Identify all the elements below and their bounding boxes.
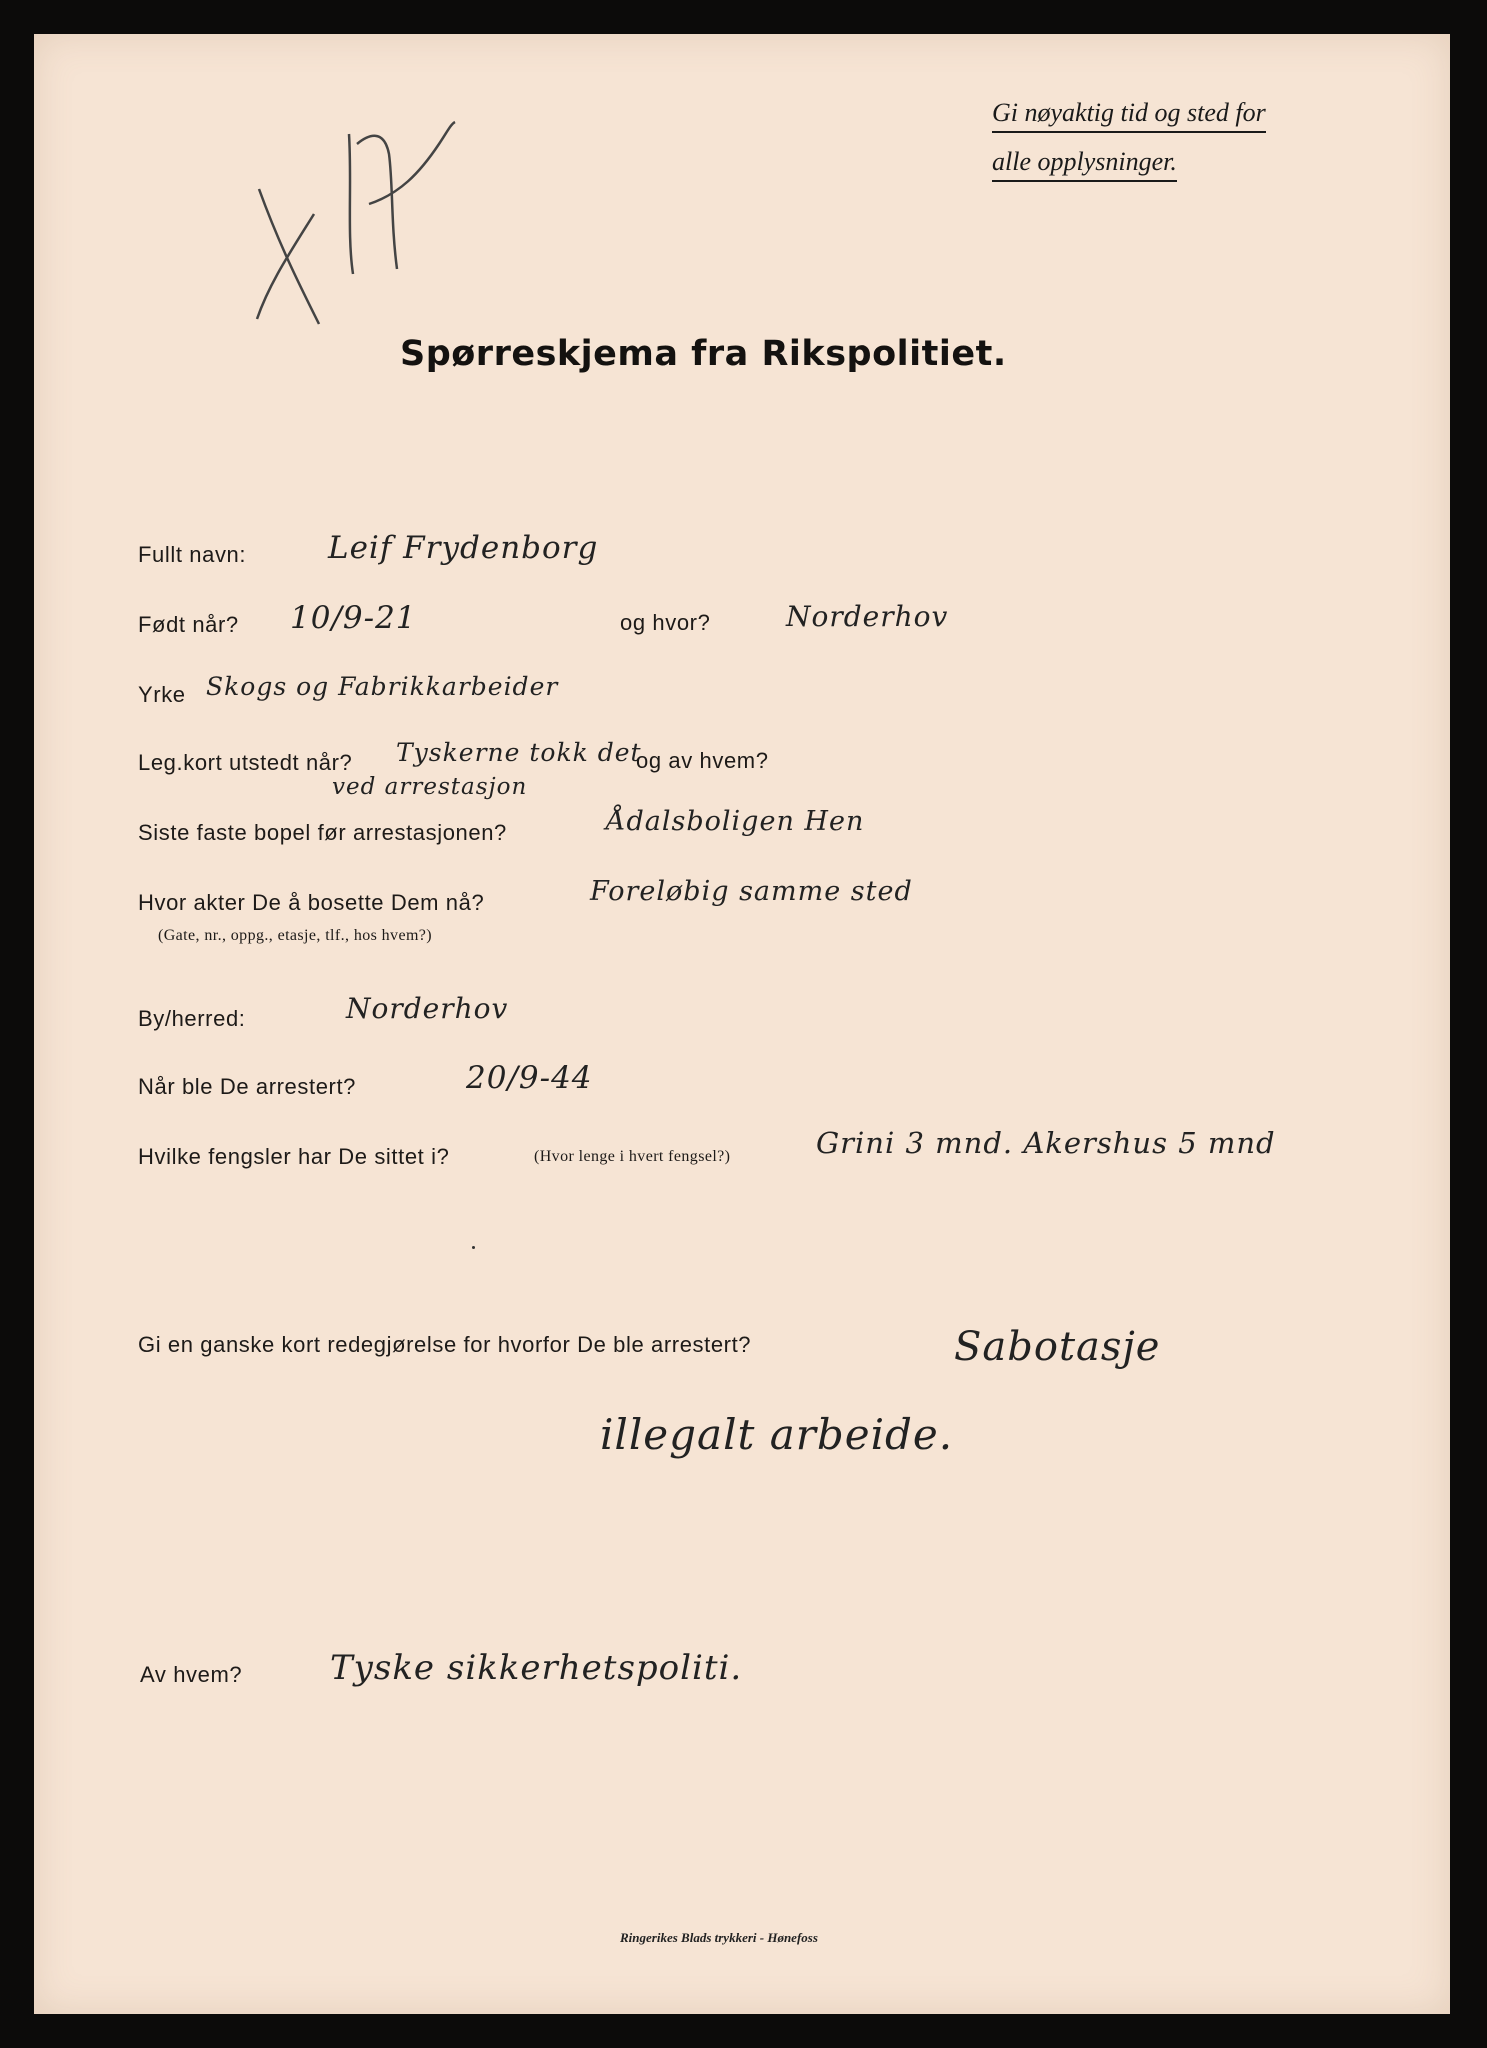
municipality-value: Norderhov — [346, 992, 509, 1025]
id-card-label: Leg.kort utstedt når? — [138, 750, 353, 775]
settle-sublabel: (Gate, nr., oppg., etasje, tlf., hos hvem?) — [158, 927, 433, 944]
reason-value-1: Sabotasje — [954, 1324, 1161, 1370]
born-when-label: Født når? — [138, 612, 239, 637]
prisons-value: Grini 3 mnd. Akershus 5 mnd — [816, 1126, 1276, 1160]
stray-dot — [472, 1246, 475, 1249]
id-card-value-2: ved arrestasjon — [332, 774, 528, 800]
by-whom-label: Av hvem? — [140, 1662, 243, 1687]
form-sheet — [34, 34, 1450, 2014]
form-title: Spørreskjema fra Rikspolitiet. — [400, 334, 1007, 374]
settle-label: Hvor akter De å bosette Dem nå? — [138, 890, 485, 915]
born-where-label: og hvor? — [620, 610, 711, 635]
born-when-value: 10/9-21 — [290, 600, 417, 636]
municipality-label: By/herred: — [138, 1006, 246, 1031]
reason-value-2: illegalt arbeide. — [600, 1410, 954, 1459]
born-where-value: Norderhov — [786, 600, 949, 633]
reason-label: Gi en ganske kort redegjørelse for hvorfor De ble arrestert? — [138, 1332, 752, 1357]
prisons-sublabel: (Hvor lenge i hvert fengsel?) — [534, 1148, 731, 1165]
last-residence-label: Siste faste bopel før arrestasjonen? — [138, 820, 507, 845]
instruction-line-1: Gi nøyaktig tid og sted for — [992, 98, 1266, 133]
by-whom-value: Tyske sikkerhetspoliti. — [330, 1648, 743, 1688]
occupation-label: Yrke — [138, 682, 186, 707]
printer-imprint: Ringerikes Blads trykkeri - Hønefoss — [620, 1930, 818, 1945]
arrested-when-value: 20/9-44 — [466, 1060, 593, 1096]
name-label: Fullt navn: — [138, 542, 247, 567]
handwritten-mark — [219, 94, 479, 344]
prisons-label: Hvilke fengsler har De sittet i? — [138, 1144, 450, 1169]
settle-value: Foreløbig samme sted — [590, 876, 913, 907]
instruction-line-2: alle opplysninger. — [992, 147, 1177, 182]
id-card-value-1: Tyskerne tokk det — [396, 738, 642, 767]
id-card-label-2: og av hvem? — [636, 748, 769, 773]
last-residence-value: Ådalsboligen Hen — [606, 806, 865, 837]
occupation-value: Skogs og Fabrikkarbeider — [206, 672, 559, 701]
arrested-when-label: Når ble De arrestert? — [138, 1074, 357, 1099]
name-value: Leif Frydenborg — [328, 530, 599, 566]
